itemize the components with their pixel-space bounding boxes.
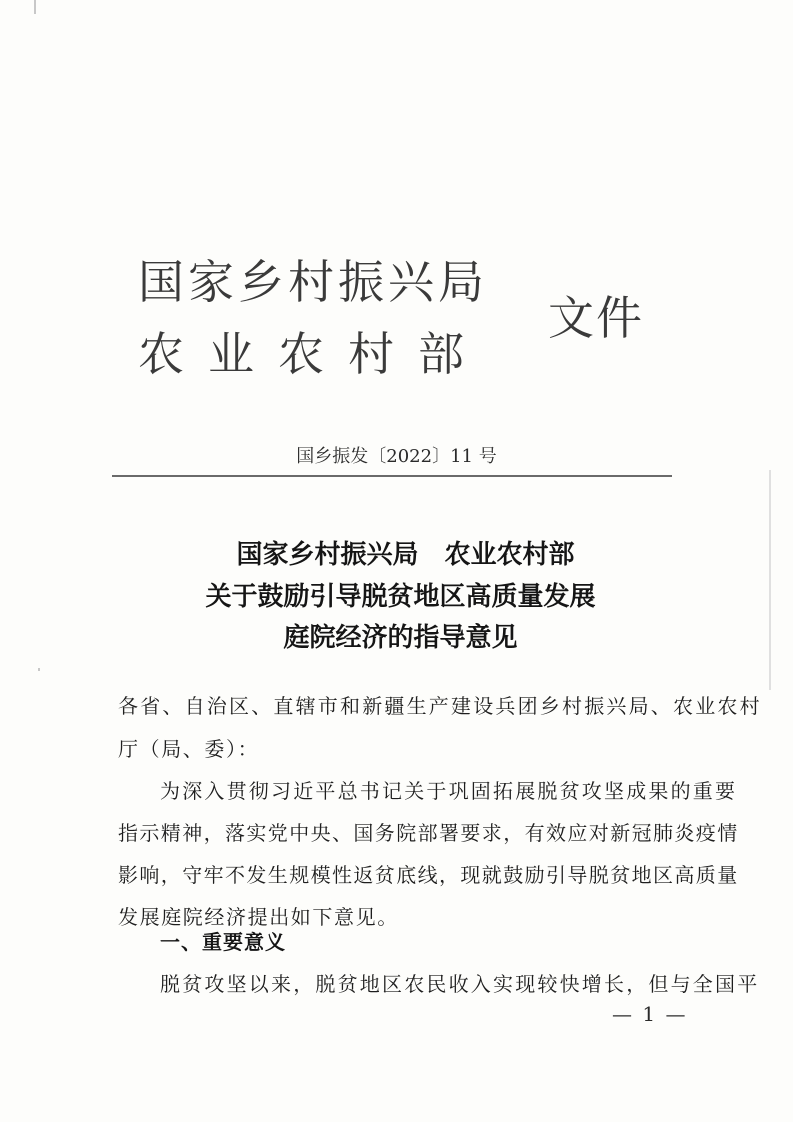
body-paragraph-line: 发展庭院经济提出如下意见。	[118, 905, 399, 929]
issuing-org-line-1: 国家乡村振兴局	[138, 255, 488, 309]
document-title-line-3: 庭院经济的指导意见	[283, 623, 518, 653]
scan-edge-mark	[769, 470, 771, 690]
addressee-line-1: 各省、自治区、直辖市和新疆生产建设兵团乡村振兴局、农业农村	[118, 694, 762, 718]
document-title-line-1: 国家乡村振兴局 农业农村部	[236, 540, 575, 570]
issuing-org-line-2: 农业农村部	[138, 327, 488, 381]
scan-speck	[38, 668, 40, 671]
page-number: — 1 —	[612, 1002, 688, 1026]
document-type-label: 文件	[548, 291, 644, 345]
body-paragraph-line: 为深入贯彻习近平总书记关于巩固拓展脱贫攻坚成果的重要	[160, 779, 738, 803]
scan-edge-mark	[34, 0, 36, 14]
addressee-line-2: 厅（局、委）：	[118, 737, 260, 761]
document-number: 国乡振发〔2022〕11 号	[296, 446, 497, 467]
body-paragraph-line: 脱贫攻坚以来，脱贫地区农民收入实现较快增长，但与全国平	[160, 972, 760, 996]
document-title-line-2: 关于鼓励引导脱贫地区高质量发展	[205, 582, 596, 612]
section-heading: 一、重要意义	[160, 930, 286, 954]
header-divider-rule	[112, 475, 672, 477]
body-paragraph-line: 指示精神，落实党中央、国务院部署要求，有效应对新冠肺炎疫情	[118, 821, 739, 845]
body-paragraph-line: 影响，守牢不发生规模性返贫底线，现就鼓励引导脱贫地区高质量	[118, 863, 739, 887]
